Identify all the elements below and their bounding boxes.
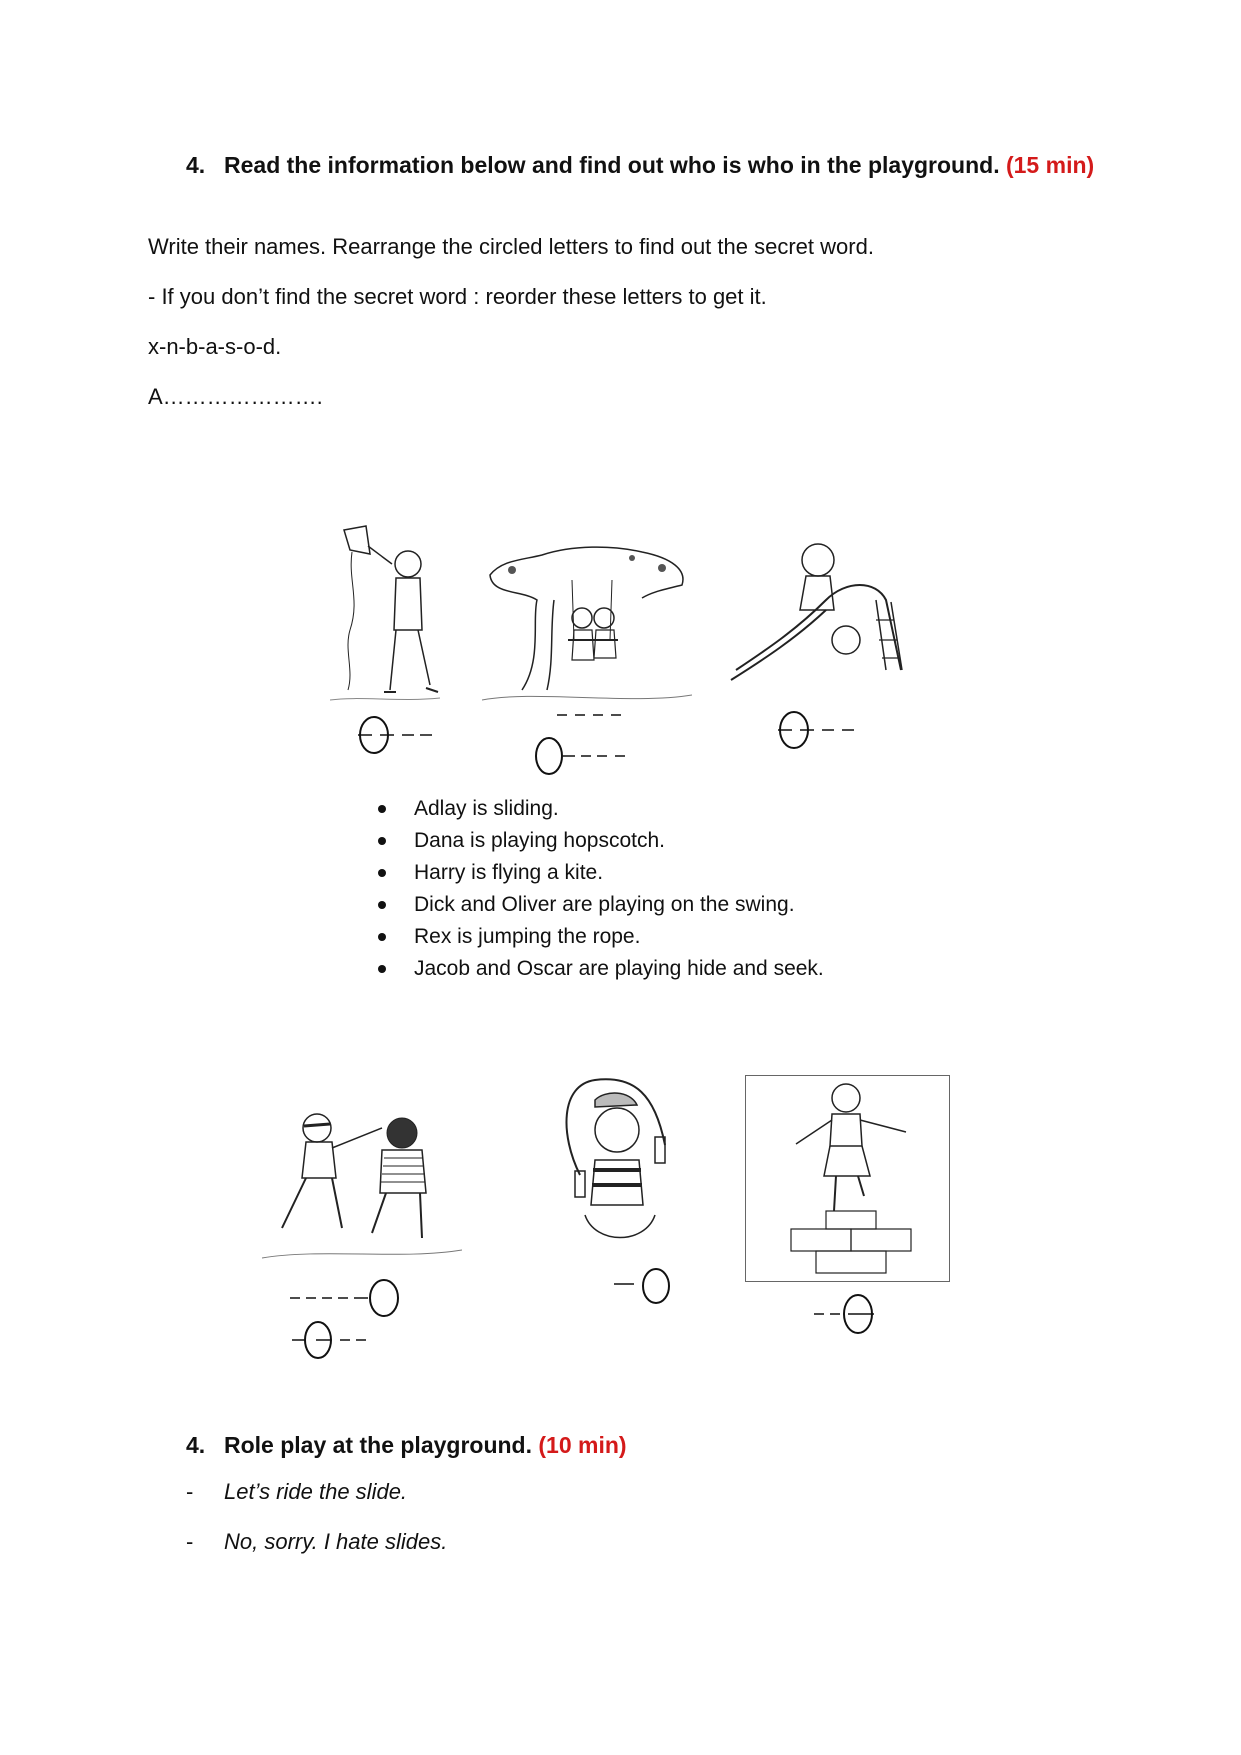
clue-item: Jacob and Oscar are playing hide and seek. <box>374 953 824 985</box>
section-2-number: 4. <box>186 1432 206 1458</box>
dialogue-bullet: - <box>186 1479 194 1504</box>
clue-item: Harry is flying a kite. <box>374 857 824 889</box>
section-1-number: 4. <box>186 152 206 178</box>
clue-item: Rex is jumping the rope. <box>374 921 824 953</box>
scrambled-letters: x-n-b-a-s-o-d. <box>148 334 282 359</box>
section-2-title: Role play at the playground. <box>224 1432 532 1458</box>
section-1-heading <box>224 148 1104 182</box>
section-1-title: Read the information below and find out who is who in the playground. <box>224 152 1000 178</box>
clues-list <box>374 793 824 985</box>
answer-blank[interactable]: A…………………. <box>148 384 323 409</box>
blank-rex[interactable] <box>612 1268 672 1313</box>
slide-girl-icon <box>726 530 906 690</box>
section-2-time: (10 min) <box>538 1432 627 1458</box>
dialogue-bullet: - <box>186 1529 194 1554</box>
hide-and-seek-icon <box>262 1098 462 1263</box>
section-2-heading <box>224 1428 627 1462</box>
clue-item: Dick and Oliver are playing on the swing. <box>374 889 824 921</box>
blank-jacob[interactable] <box>288 1278 403 1323</box>
blank-harry[interactable] <box>358 715 448 760</box>
section-1-time: (15 min) <box>1005 152 1095 178</box>
instruction-line-1: Write their names. Rearrange the circled letters to find out the secret word. <box>148 234 874 259</box>
blank-adlay[interactable] <box>778 710 868 755</box>
dialogue-line: No, sorry. I hate slides. <box>224 1529 448 1554</box>
clue-item: Adlay is sliding. <box>374 793 824 825</box>
swing-kids-icon <box>482 540 692 705</box>
jump-rope-boy-icon <box>555 1075 695 1255</box>
blank-dick-top[interactable] <box>555 705 625 730</box>
blank-oliver[interactable] <box>535 736 635 781</box>
instruction-line-2: - If you don’t find the secret word : reorder these letters to get it. <box>148 284 767 309</box>
clue-item: Dana is playing hopscotch. <box>374 825 824 857</box>
hopscotch-girl-icon <box>745 1075 950 1282</box>
dialogue-line: Let’s ride the slide. <box>224 1479 408 1504</box>
blank-oscar[interactable] <box>290 1320 380 1365</box>
blank-dana[interactable] <box>812 1292 892 1341</box>
kite-boy-icon <box>330 520 440 720</box>
